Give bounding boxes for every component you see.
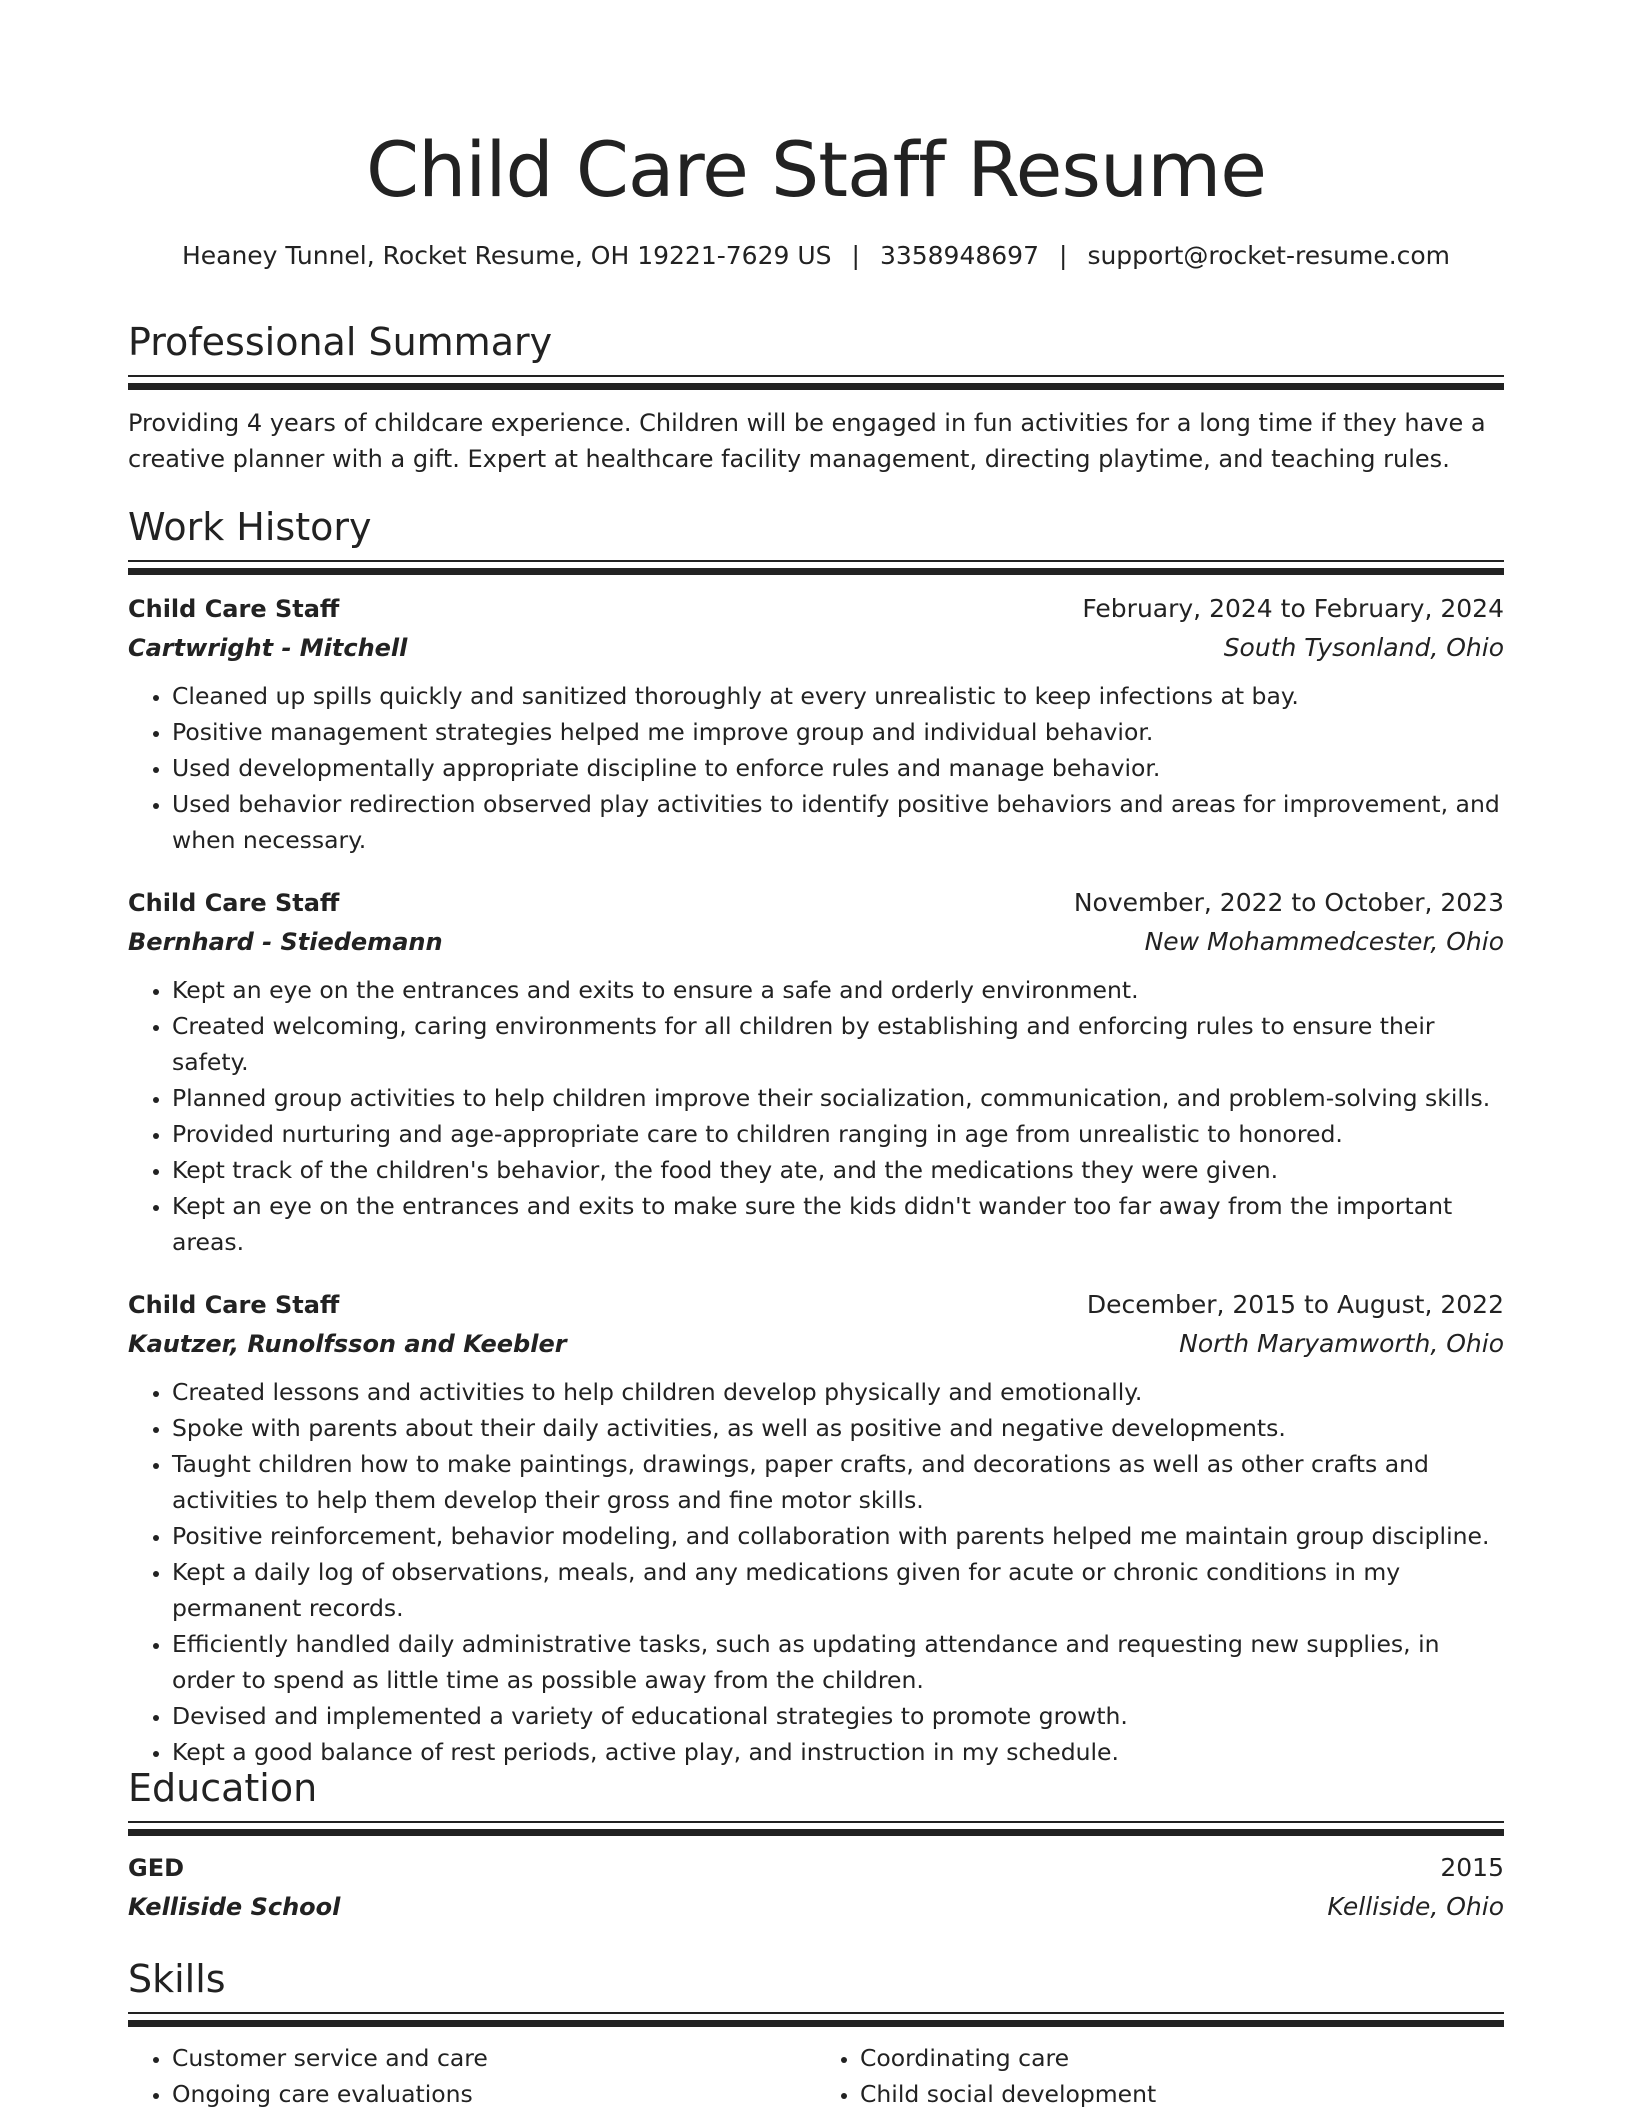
job-bullets bbox=[128, 678, 1504, 858]
summary-text: Providing 4 years of childcare experience. Children will be engaged in fun activities for a long time if they have a creative planner with a gift. Expert at healthcare facility management, directing playtime, and teaching rules. bbox=[128, 409, 1486, 473]
section-divider bbox=[128, 1821, 1504, 1837]
summary-section bbox=[128, 317, 1504, 477]
job-company: Cartwright - Mitchell bbox=[128, 634, 408, 662]
job-dates: February, 2024 to February, 2024 bbox=[1082, 594, 1504, 623]
list-item: • Kept a good balance of rest periods, active play, and instruction in my schedule. bbox=[172, 1734, 1504, 1770]
list-item: • Spoke with parents about their daily activities, as well as positive and negative developments. bbox=[172, 1410, 1504, 1446]
job-location: North Maryamworth, Ohio bbox=[1179, 1329, 1504, 1358]
job-company: Bernhard - Stiedemann bbox=[128, 928, 443, 956]
school-name: Kelliside School bbox=[128, 1893, 341, 1921]
list-item: • Created welcoming, caring environments for all children by establishing and enforcing rules to ensure their safety. bbox=[172, 1008, 1504, 1080]
school-location: Kelliside, Ohio bbox=[1327, 1892, 1504, 1921]
job-entry bbox=[128, 590, 1504, 858]
list-item: • Kept an eye on the entrances and exits to ensure a safe and orderly environment. bbox=[172, 972, 1504, 1008]
education-heading: Education bbox=[128, 1766, 318, 1810]
work-history-heading: Work History bbox=[128, 505, 372, 549]
job-title: Child Care Staff bbox=[128, 1291, 340, 1319]
section-divider bbox=[128, 560, 1504, 576]
job-bullets bbox=[128, 972, 1504, 1260]
summary-heading: Professional Summary bbox=[128, 320, 553, 364]
list-item: • Coordinating care bbox=[860, 2040, 1504, 2076]
job-entry bbox=[128, 884, 1504, 1260]
section-divider bbox=[128, 375, 1504, 391]
list-item: • Devised and implemented a variety of educational strategies to promote growth. bbox=[172, 1698, 1504, 1734]
job-location: New Mohammedcester, Ohio bbox=[1144, 927, 1504, 956]
job-title: Child Care Staff bbox=[128, 889, 340, 917]
education-section bbox=[128, 1763, 1504, 1927]
list-item: • Taught children how to make paintings, drawings, paper crafts, and decorations as well as other crafts and activities to help them develop their gross and fine motor skills. bbox=[172, 1446, 1504, 1518]
skills-heading: Skills bbox=[128, 1957, 226, 2001]
contact-line bbox=[116, 240, 1516, 272]
skills-column-right bbox=[816, 2040, 1504, 2112]
list-item: • Cleaned up spills quickly and sanitized thoroughly at every unrealistic to keep infections at bay. bbox=[172, 678, 1504, 714]
education-entry bbox=[128, 1849, 1504, 1927]
graduation-year: 2015 bbox=[1440, 1853, 1504, 1882]
address-text: Heaney Tunnel, Rocket Resume, OH 19221-7629 US bbox=[181, 241, 832, 270]
job-dates: December, 2015 to August, 2022 bbox=[1086, 1290, 1504, 1319]
separator: | bbox=[851, 241, 860, 270]
list-item: • Ongoing care evaluations bbox=[172, 2076, 816, 2112]
separator: | bbox=[1059, 241, 1068, 270]
job-dates: November, 2022 to October, 2023 bbox=[1073, 888, 1504, 917]
list-item: • Kept an eye on the entrances and exits to make sure the kids didn't wander too far away from the important areas. bbox=[172, 1188, 1504, 1260]
degree: GED bbox=[128, 1854, 185, 1882]
list-item: • Child social development bbox=[860, 2076, 1504, 2112]
phone-text: 3358948697 bbox=[879, 241, 1039, 270]
section-divider bbox=[128, 2012, 1504, 2028]
job-company: Kautzer, Runolfsson and Keebler bbox=[128, 1330, 567, 1358]
list-item: • Kept track of the children's behavior, the food they ate, and the medications they were given. bbox=[172, 1152, 1504, 1188]
list-item: • Used developmentally appropriate discipline to enforce rules and manage behavior. bbox=[172, 750, 1504, 786]
list-item: • Used behavior redirection observed play activities to identify positive behaviors and areas for improvement, and when necessary. bbox=[172, 786, 1504, 858]
list-item: • Created lessons and activities to help children develop physically and emotionally. bbox=[172, 1374, 1504, 1410]
list-item: • Positive management strategies helped me improve group and individual behavior. bbox=[172, 714, 1504, 750]
skills-column-left bbox=[128, 2040, 816, 2112]
skills-list bbox=[128, 2040, 1504, 2112]
skills-section bbox=[128, 1954, 1504, 2112]
job-location: South Tysonland, Ohio bbox=[1223, 633, 1504, 662]
list-item: • Planned group activities to help children improve their socialization, communication, and problem-solving skills. bbox=[172, 1080, 1504, 1116]
list-item: • Positive reinforcement, behavior modeling, and collaboration with parents helped me maintain group discipline. bbox=[172, 1518, 1504, 1554]
job-bullets bbox=[128, 1374, 1504, 1770]
email-link[interactable]: support@rocket-resume.com bbox=[1087, 241, 1451, 270]
resume-title: Child Care Staff Resume bbox=[366, 125, 1266, 214]
list-item: • Customer service and care bbox=[172, 2040, 816, 2076]
list-item: • Provided nurturing and age-appropriate care to children ranging in age from unrealistic to honored. bbox=[172, 1116, 1504, 1152]
list-item: • Kept a daily log of observations, meals, and any medications given for acute or chronic conditions in my permanent records. bbox=[172, 1554, 1504, 1626]
list-item: • Efficiently handled daily administrative tasks, such as updating attendance and requesting new supplies, in order to spend as little time as possible away from the children. bbox=[172, 1626, 1504, 1698]
job-entry bbox=[128, 1286, 1504, 1770]
job-title: Child Care Staff bbox=[128, 595, 340, 623]
work-history-section bbox=[128, 502, 1504, 1770]
